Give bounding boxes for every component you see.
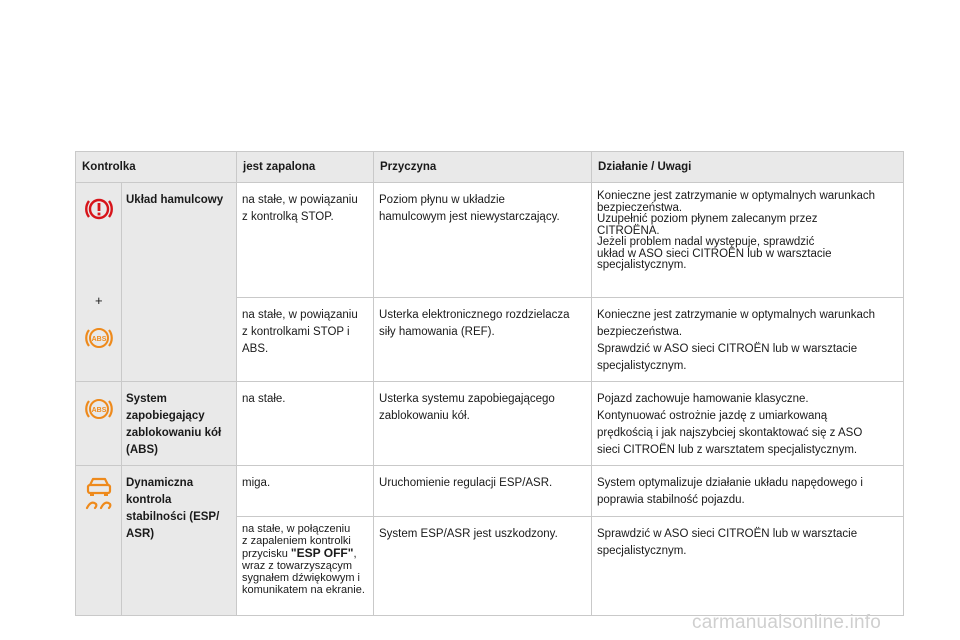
watermark: carmanualsonline.info xyxy=(692,612,882,633)
table-row xyxy=(76,183,904,298)
text-line: System optymalizuje działanie układu napędowego i xyxy=(597,477,863,489)
text-line: z kontrolką STOP. xyxy=(242,211,334,223)
table-header-row xyxy=(76,152,904,183)
brake-system-name: Układ hamulcowy xyxy=(122,183,237,382)
brake-row1-state xyxy=(237,183,374,298)
text-line: Uzupełnić poziom płynem zalecanym przez xyxy=(597,213,818,225)
text-line: na stałe, w powiązaniu xyxy=(242,309,358,321)
text-fragment: przycisku xyxy=(242,548,291,560)
text-line: Dynamiczna xyxy=(126,477,194,489)
svg-text:ABS: ABS xyxy=(91,407,107,414)
text-line: sygnałem dźwiękowym i xyxy=(242,572,360,584)
text-line: zapobiegający xyxy=(126,410,205,422)
text-line xyxy=(242,547,368,560)
table-row xyxy=(76,466,904,517)
esp-row2-state xyxy=(237,517,374,616)
text-line: na stałe, w połączeniu xyxy=(242,523,351,535)
header-cause: Przyczyna xyxy=(374,152,592,183)
esp-row1-action xyxy=(592,466,904,517)
text-line: ASR) xyxy=(126,528,155,540)
text-line: hamulcowym jest niewystarczający. xyxy=(379,211,560,223)
text-line: z zapaleniem kontrolki xyxy=(242,535,351,547)
text-line: specjalistycznym. xyxy=(597,259,687,271)
text-line: komunikatem na ekranie. xyxy=(242,584,365,596)
text-line: Konieczne jest zatrzymanie w optymalnych warunkach xyxy=(597,190,876,202)
text-line: stabilności (ESP/ xyxy=(126,511,220,523)
text-line: bezpieczeństwa. xyxy=(597,326,683,338)
text-line: Sprawdzić w ASO sieci CITROËN lub w warsztacie xyxy=(597,343,858,355)
text-line: poprawia stabilność pojazdu. xyxy=(597,494,745,506)
text-line: z kontrolkami STOP i xyxy=(242,326,350,338)
abs-state: na stałe. xyxy=(237,382,374,466)
esp-row2-action xyxy=(592,517,904,616)
brake-icon-cell xyxy=(76,183,122,382)
text-line: sieci CITROËN lub z warsztatem specjalistycznym. xyxy=(597,444,858,456)
esp-row2-cause: System ESP/ASR jest uszkodzony. xyxy=(374,517,592,616)
abs-system-name xyxy=(122,382,237,466)
warning-lights-table xyxy=(75,151,904,616)
text-line: Konieczne jest zatrzymanie w optymalnych warunkach xyxy=(597,309,876,321)
text-line: Sprawdzić w ASO sieci CITROËN lub w warsztacie xyxy=(597,528,858,540)
abs-warning-icon xyxy=(84,394,114,424)
esp-off-label: "ESP OFF" xyxy=(290,546,354,560)
esp-system-name xyxy=(122,466,237,616)
esp-row1-state: miga. xyxy=(237,466,374,517)
text-line: Kontynuować ostrożnie jazdę z umiarkowaną xyxy=(597,410,828,422)
brake-row2-state xyxy=(237,298,374,382)
text-line: CITROËNA. xyxy=(597,224,660,237)
text-line: Jeżeli problem nadal występuje, sprawdzić xyxy=(597,236,815,248)
text-line: Pojazd zachowuje hamowanie klasyczne. xyxy=(597,393,809,405)
plus-sign: + xyxy=(95,293,103,308)
text-line: siły hamowania (REF). xyxy=(379,326,495,338)
abs-icon-cell xyxy=(76,382,122,466)
abs-action xyxy=(592,382,904,466)
header-kontrolka: Kontrolka xyxy=(76,152,237,183)
svg-text:ABS: ABS xyxy=(91,336,107,343)
text-line: zablokowaniu kół. xyxy=(379,410,470,422)
brake-row2-action xyxy=(592,298,904,382)
text-line: (ABS) xyxy=(126,444,158,456)
header-state: jest zapalona xyxy=(237,152,374,183)
abs-cause xyxy=(374,382,592,466)
text-line: na stałe, w powiązaniu xyxy=(242,194,358,206)
brake-row1-action xyxy=(592,183,904,298)
text-line: specjalistycznym. xyxy=(597,545,687,557)
brake-row1-cause xyxy=(374,183,592,298)
header-action: Działanie / Uwagi xyxy=(592,152,904,183)
text-line: kontrola xyxy=(126,494,172,506)
text-line: specjalistycznym. xyxy=(597,360,687,372)
text-line: prędkością i jak najszybciej skontaktować się z ASO xyxy=(597,427,863,439)
text-line: układ w ASO sieci CITROËN lub w warsztacie xyxy=(597,247,832,260)
text-line: System xyxy=(126,393,167,405)
esp-skid-icon xyxy=(84,476,114,512)
text-fragment: , xyxy=(353,548,357,560)
abs-warning-icon xyxy=(84,323,114,353)
text-line: Usterka systemu zapobiegającego xyxy=(379,393,555,405)
table-row xyxy=(76,382,904,466)
text-line: ABS. xyxy=(242,343,269,355)
text-line: bezpieczeństwa. xyxy=(597,201,683,214)
text-line: wraz z towarzyszącym xyxy=(242,560,353,572)
text-line: zablokowaniu kół xyxy=(126,427,222,439)
text-line: Poziom płynu w układzie xyxy=(379,194,505,206)
esp-row1-cause: Uruchomienie regulacji ESP/ASR. xyxy=(374,466,592,517)
text-line: Usterka elektronicznego rozdzielacza xyxy=(379,309,570,321)
brake-row2-cause xyxy=(374,298,592,382)
esp-icon-cell xyxy=(76,466,122,616)
brake-warning-icon xyxy=(84,194,114,224)
